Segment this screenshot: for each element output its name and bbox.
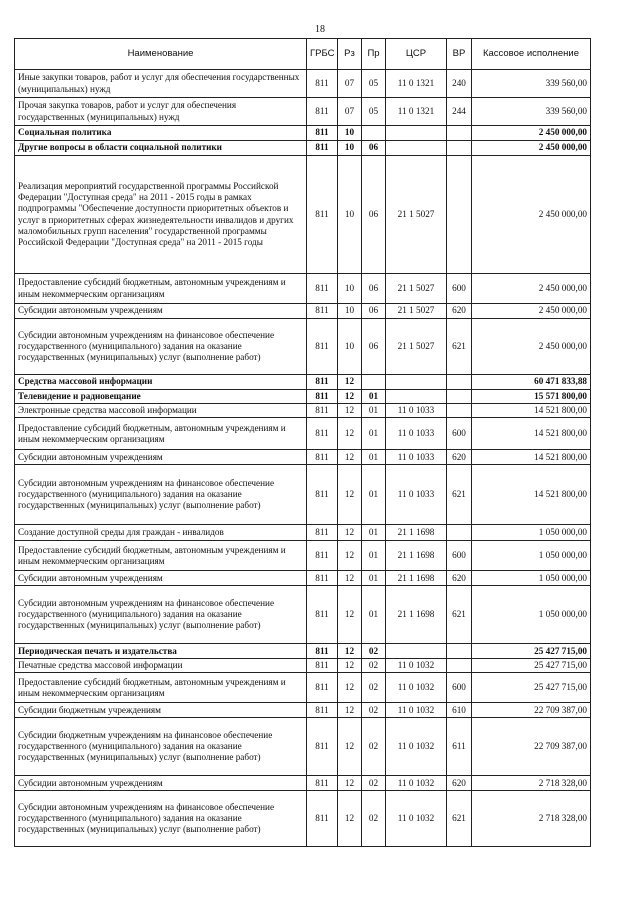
cell-grbs: 811: [307, 644, 338, 659]
cell-rz: 12: [338, 418, 362, 450]
cell-rz: 12: [338, 571, 362, 586]
cell-vr: [447, 404, 472, 418]
cell-amount: 1 050 000,00: [472, 541, 591, 571]
cell-csr: 11 0 1032: [386, 776, 447, 791]
table-row: [15, 141, 591, 156]
cell-grbs: 811: [307, 156, 338, 274]
cell-amount: 14 521 800,00: [472, 465, 591, 525]
table-row: [15, 126, 591, 141]
table-header-row: [15, 39, 591, 70]
cell-name: Субсидии автономным учреждениям на финансовое обеспечение государственного (муниципального) задания на оказание государственных (муниципальных) услуг (выполнение работ): [15, 586, 307, 644]
cell-amount: 2 718 328,00: [472, 791, 591, 847]
cell-grbs: 811: [307, 70, 338, 98]
cell-vr: 620: [447, 571, 472, 586]
cell-amount: 2 450 000,00: [472, 304, 591, 319]
cell-pr: 02: [362, 718, 386, 776]
header-rz: Рз: [338, 39, 362, 70]
cell-vr: [447, 126, 472, 141]
cell-vr: 600: [447, 274, 472, 304]
cell-vr: 621: [447, 791, 472, 847]
cell-grbs: 811: [307, 703, 338, 718]
cell-name: Субсидии бюджетным учреждениям: [15, 703, 307, 718]
cell-vr: [447, 525, 472, 541]
cell-amount: 25 427 715,00: [472, 644, 591, 659]
cell-vr: 600: [447, 673, 472, 703]
cell-name: Печатные средства массовой информации: [15, 659, 307, 673]
cell-name: Субсидии автономным учреждениям: [15, 304, 307, 319]
header-csr: ЦСР: [386, 39, 447, 70]
cell-pr: 02: [362, 776, 386, 791]
table-row: [15, 776, 591, 791]
cell-vr: 611: [447, 718, 472, 776]
cell-name: Периодическая печать и издательства: [15, 644, 307, 659]
cell-pr: 06: [362, 156, 386, 274]
cell-name: Субсидии автономным учреждениям на финансовое обеспечение государственного (муниципального) задания на оказание государственных (муниципальных) услуг (выполнение работ): [15, 319, 307, 375]
cell-csr: 11 0 1321: [386, 70, 447, 98]
cell-amount: 15 571 800,00: [472, 390, 591, 404]
cell-csr: 11 0 1032: [386, 659, 447, 673]
cell-grbs: 811: [307, 525, 338, 541]
cell-grbs: 811: [307, 718, 338, 776]
cell-rz: 12: [338, 541, 362, 571]
cell-csr: 11 0 1032: [386, 791, 447, 847]
header-pr: Пр: [362, 39, 386, 70]
cell-csr: 21 1 1698: [386, 571, 447, 586]
cell-pr: 06: [362, 319, 386, 375]
table-row: [15, 418, 591, 450]
cell-pr: 01: [362, 450, 386, 465]
cell-csr: [386, 141, 447, 156]
cell-pr: 06: [362, 304, 386, 319]
cell-pr: 02: [362, 791, 386, 847]
cell-csr: 11 0 1032: [386, 703, 447, 718]
cell-vr: 620: [447, 776, 472, 791]
cell-rz: 10: [338, 126, 362, 141]
cell-rz: 12: [338, 465, 362, 525]
cell-amount: 2 450 000,00: [472, 274, 591, 304]
cell-csr: 11 0 1033: [386, 450, 447, 465]
cell-csr: 21 1 1698: [386, 586, 447, 644]
cell-name: Средства массовой информации: [15, 375, 307, 390]
cell-pr: [362, 375, 386, 390]
cell-pr: 01: [362, 404, 386, 418]
cell-pr: 05: [362, 70, 386, 98]
cell-grbs: 811: [307, 98, 338, 126]
cell-rz: 12: [338, 375, 362, 390]
cell-amount: 25 427 715,00: [472, 673, 591, 703]
cell-pr: [362, 126, 386, 141]
cell-amount: 1 050 000,00: [472, 571, 591, 586]
cell-csr: 11 0 1033: [386, 465, 447, 525]
cell-rz: 07: [338, 98, 362, 126]
cell-grbs: 811: [307, 141, 338, 156]
table-row: [15, 659, 591, 673]
cell-rz: 12: [338, 586, 362, 644]
cell-rz: 12: [338, 703, 362, 718]
cell-pr: 06: [362, 274, 386, 304]
table-row: [15, 450, 591, 465]
cell-rz: 12: [338, 718, 362, 776]
cell-vr: 621: [447, 319, 472, 375]
cell-pr: 01: [362, 525, 386, 541]
cell-grbs: 811: [307, 673, 338, 703]
cell-csr: [386, 390, 447, 404]
page-number: 18: [315, 24, 325, 35]
cell-vr: [447, 156, 472, 274]
table-row: [15, 390, 591, 404]
table-body: [15, 70, 591, 847]
cell-rz: 12: [338, 644, 362, 659]
cell-amount: 339 560,00: [472, 98, 591, 126]
cell-csr: 11 0 1033: [386, 404, 447, 418]
cell-vr: 620: [447, 304, 472, 319]
cell-pr: 02: [362, 644, 386, 659]
cell-vr: [447, 390, 472, 404]
cell-amount: 339 560,00: [472, 70, 591, 98]
table-row: [15, 375, 591, 390]
cell-rz: 12: [338, 525, 362, 541]
table-row: [15, 586, 591, 644]
cell-grbs: 811: [307, 390, 338, 404]
cell-name: Предоставление субсидий бюджетным, автономным учреждениям и иным некоммерческим организациям: [15, 541, 307, 571]
cell-grbs: 811: [307, 304, 338, 319]
cell-vr: [447, 659, 472, 673]
table-row: [15, 465, 591, 525]
cell-grbs: 811: [307, 791, 338, 847]
cell-pr: 02: [362, 703, 386, 718]
cell-vr: 600: [447, 418, 472, 450]
table-row: [15, 571, 591, 586]
cell-vr: [447, 141, 472, 156]
table-row: [15, 541, 591, 571]
cell-vr: 621: [447, 586, 472, 644]
cell-pr: 02: [362, 659, 386, 673]
cell-amount: 60 471 833,88: [472, 375, 591, 390]
cell-pr: 01: [362, 571, 386, 586]
cell-name: Субсидии бюджетным учреждениям на финансовое обеспечение государственного (муниципального) задания на оказание государственных (муниципальных) услуг (выполнение работ): [15, 718, 307, 776]
table-row: [15, 274, 591, 304]
cell-csr: 11 0 1032: [386, 673, 447, 703]
cell-name: Электронные средства массовой информации: [15, 404, 307, 418]
cell-vr: 621: [447, 465, 472, 525]
table-row: [15, 718, 591, 776]
cell-amount: 14 521 800,00: [472, 418, 591, 450]
cell-csr: 21 1 5027: [386, 304, 447, 319]
table-row: [15, 673, 591, 703]
cell-csr: 11 0 1032: [386, 718, 447, 776]
cell-pr: 02: [362, 673, 386, 703]
cell-name: Телевидение и радиовещание: [15, 390, 307, 404]
table-row: [15, 304, 591, 319]
cell-name: Создание доступной среды для граждан - инвалидов: [15, 525, 307, 541]
cell-csr: 11 0 1321: [386, 98, 447, 126]
cell-rz: 10: [338, 274, 362, 304]
cell-vr: [447, 644, 472, 659]
table-row: [15, 525, 591, 541]
cell-grbs: 811: [307, 319, 338, 375]
cell-name: Прочая закупка товаров, работ и услуг для обеспечения государственных (муниципальных) нужд: [15, 98, 307, 126]
cell-vr: 600: [447, 541, 472, 571]
cell-amount: 14 521 800,00: [472, 404, 591, 418]
cell-grbs: 811: [307, 659, 338, 673]
cell-pr: 01: [362, 390, 386, 404]
budget-execution-table: [14, 38, 591, 847]
cell-grbs: 811: [307, 776, 338, 791]
cell-csr: 21 1 5027: [386, 156, 447, 274]
cell-grbs: 811: [307, 418, 338, 450]
cell-grbs: 811: [307, 450, 338, 465]
cell-rz: 12: [338, 673, 362, 703]
table-row: [15, 98, 591, 126]
cell-name: Предоставление субсидий бюджетным, автономным учреждениям и иным некоммерческим организациям: [15, 274, 307, 304]
cell-grbs: 811: [307, 126, 338, 141]
cell-pr: 06: [362, 141, 386, 156]
cell-amount: 2 450 000,00: [472, 126, 591, 141]
cell-vr: 244: [447, 98, 472, 126]
cell-rz: 12: [338, 659, 362, 673]
cell-name: Субсидии автономным учреждениям: [15, 776, 307, 791]
table-row: [15, 644, 591, 659]
cell-amount: 22 709 387,00: [472, 718, 591, 776]
cell-pr: 01: [362, 541, 386, 571]
cell-amount: 1 050 000,00: [472, 525, 591, 541]
cell-name: Субсидии автономным учреждениям: [15, 571, 307, 586]
cell-name: Предоставление субсидий бюджетным, автономным учреждениям и иным некоммерческим организациям: [15, 418, 307, 450]
table-row: [15, 70, 591, 98]
cell-amount: 14 521 800,00: [472, 450, 591, 465]
cell-rz: 12: [338, 791, 362, 847]
cell-pr: 01: [362, 465, 386, 525]
cell-pr: 05: [362, 98, 386, 126]
cell-name: Социальная политика: [15, 126, 307, 141]
cell-csr: 21 1 1698: [386, 525, 447, 541]
cell-grbs: 811: [307, 541, 338, 571]
cell-name: Субсидии автономным учреждениям на финансовое обеспечение государственного (муниципального) задания на оказание государственных (муниципальных) услуг (выполнение работ): [15, 791, 307, 847]
table-row: [15, 156, 591, 274]
cell-amount: 2 718 328,00: [472, 776, 591, 791]
table-row: [15, 319, 591, 375]
header-vr: ВР: [447, 39, 472, 70]
cell-vr: [447, 375, 472, 390]
cell-amount: 22 709 387,00: [472, 703, 591, 718]
cell-name: Субсидии автономным учреждениям: [15, 450, 307, 465]
cell-rz: 10: [338, 319, 362, 375]
cell-amount: 2 450 000,00: [472, 156, 591, 274]
header-grbs: ГРБС: [307, 39, 338, 70]
cell-csr: 11 0 1033: [386, 418, 447, 450]
cell-rz: 10: [338, 156, 362, 274]
cell-amount: 25 427 715,00: [472, 659, 591, 673]
cell-rz: 12: [338, 450, 362, 465]
cell-name: Реализация мероприятий государственной программы Российской Федерации "Доступная среда" на 2011 - 2015 годы в рамках подпрограммы "Обеспечение доступности приоритетных объектов и услуг в приоритетных сферах жизнедеятельности инвалидов и других маломобильных групп населения" государственной программы Российской Федерации "Доступная среда" на 2011 - 2015 годы: [15, 156, 307, 274]
cell-csr: 21 1 5027: [386, 274, 447, 304]
cell-name: Предоставление субсидий бюджетным, автономным учреждениям и иным некоммерческим организациям: [15, 673, 307, 703]
cell-csr: 21 1 5027: [386, 319, 447, 375]
cell-name: Субсидии автономным учреждениям на финансовое обеспечение государственного (муниципального) задания на оказание государственных (муниципальных) услуг (выполнение работ): [15, 465, 307, 525]
cell-grbs: 811: [307, 571, 338, 586]
cell-pr: 01: [362, 586, 386, 644]
cell-name: Другие вопросы в области социальной политики: [15, 141, 307, 156]
table-row: [15, 791, 591, 847]
table-row: [15, 703, 591, 718]
cell-name: Иные закупки товаров, работ и услуг для обеспечения государственных (муниципальных) нужд: [15, 70, 307, 98]
cell-amount: 2 450 000,00: [472, 141, 591, 156]
cell-csr: [386, 375, 447, 390]
cell-csr: [386, 644, 447, 659]
header-name: Наименование: [15, 39, 307, 70]
cell-grbs: 811: [307, 404, 338, 418]
cell-pr: 01: [362, 418, 386, 450]
cell-grbs: 811: [307, 375, 338, 390]
cell-rz: 12: [338, 776, 362, 791]
cell-rz: 12: [338, 390, 362, 404]
cell-rz: 07: [338, 70, 362, 98]
cell-rz: 10: [338, 304, 362, 319]
cell-grbs: 811: [307, 465, 338, 525]
header-amount: Кассовое исполнение: [472, 39, 591, 70]
cell-vr: 240: [447, 70, 472, 98]
cell-csr: [386, 126, 447, 141]
cell-grbs: 811: [307, 274, 338, 304]
table-row: [15, 404, 591, 418]
cell-grbs: 811: [307, 586, 338, 644]
cell-vr: 610: [447, 703, 472, 718]
cell-vr: 620: [447, 450, 472, 465]
cell-rz: 10: [338, 141, 362, 156]
cell-rz: 12: [338, 404, 362, 418]
cell-amount: 1 050 000,00: [472, 586, 591, 644]
cell-csr: 21 1 1698: [386, 541, 447, 571]
cell-amount: 2 450 000,00: [472, 319, 591, 375]
